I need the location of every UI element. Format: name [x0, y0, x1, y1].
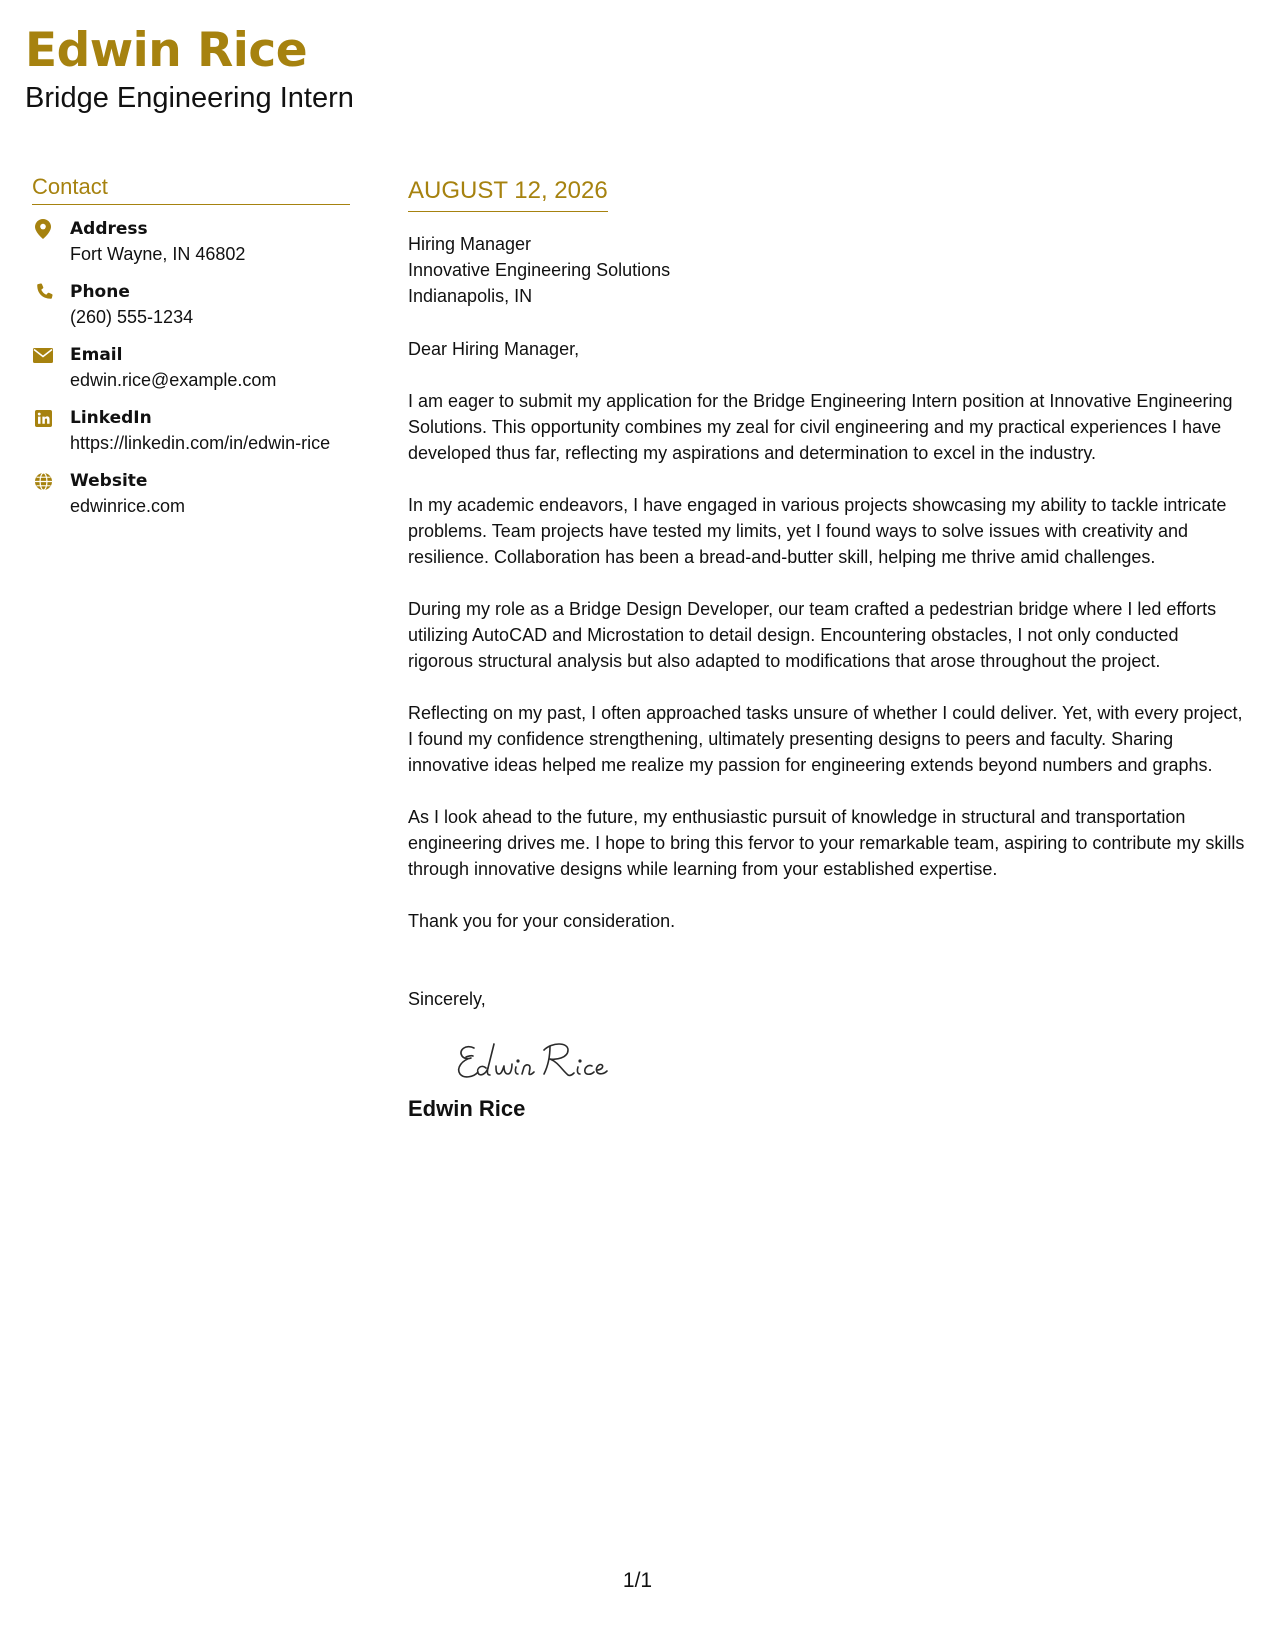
cover-letter — [408, 175, 1248, 1124]
letter-paragraph: Thank you for your consideration. — [408, 911, 676, 931]
contact-item-linkedin — [32, 406, 350, 456]
salutation: Dear Hiring Manager, — [408, 339, 580, 359]
letter-paragraph: As I look ahead to the future, my enthusiastic pursuit of knowledge in structural and transportation engineering drives me. I hope to bring this fervor to your remarkable team, aspiring to contribute my skills through innovative designs while learning from your established expertise. — [408, 807, 1245, 879]
letter-paragraph: I am eager to submit my application for the Bridge Engineering Intern position at Innovative Engineering Solutions. This opportunity combines my zeal for civil engineering and my practical experiences I have developed thus far, reflecting my aspirations and determination to excel in the industry. — [408, 391, 1233, 463]
globe-icon — [32, 470, 54, 492]
contact-value[interactable]: edwinrice.com — [70, 496, 186, 516]
recipient-block — [408, 231, 1248, 309]
contact-value[interactable]: edwin.rice@example.com — [70, 370, 277, 390]
phone-icon — [32, 281, 54, 303]
letter-paragraph: In my academic endeavors, I have engaged in various projects showcasing my ability to tackle intricate problems. Team projects have tested my limits, yet I found ways to solve issues with creativity and resilience. Collaboration has been a bread-and-butter skill, helping me thrive amid challenges. — [408, 495, 1227, 567]
closing: Sincerely, — [408, 989, 486, 1009]
contact-label: Phone — [70, 282, 130, 302]
contact-label: Website — [70, 471, 148, 491]
contact-label: Email — [70, 345, 123, 365]
recipient-line: Indianapolis, IN — [408, 286, 533, 306]
contact-item-address — [32, 217, 350, 267]
letter-date: AUGUST 12, 2026 — [408, 175, 608, 212]
map-pin-icon — [32, 218, 54, 240]
contact-value[interactable]: https://linkedin.com/in/edwin-rice — [70, 433, 331, 453]
contact-sidebar — [32, 172, 350, 532]
recipient-line: Hiring Manager — [408, 234, 532, 254]
letter-paragraph: During my role as a Bridge Design Developer, our team crafted a pedestrian bridge where I led efforts utilizing AutoCAD and Microstation to detail design. Encountering obstacles, I not only conducted rigorous structural analysis but also adapted to modifications that arose throughout the project. — [408, 599, 1217, 671]
contact-item-website — [32, 469, 350, 519]
contact-value: (260) 555-1234 — [70, 307, 194, 327]
linkedin-icon — [32, 407, 54, 429]
contact-label: LinkedIn — [70, 408, 152, 428]
signer-name: Edwin Rice — [408, 1096, 526, 1121]
recipient-line: Innovative Engineering Solutions — [408, 260, 671, 280]
contact-item-email — [32, 343, 350, 393]
contact-label: Address — [70, 219, 148, 239]
letter-paragraph: Reflecting on my past, I often approached tasks unsure of whether I could deliver. Yet, with every project, I found my confidence strengthening, ultimately presenting designs to peers and faculty. Sharing innovative ideas helped me realize my passion for engineering extends beyond numbers and graphs. — [408, 703, 1243, 775]
handwritten-signature — [452, 1030, 1248, 1090]
contact-item-phone — [32, 280, 350, 330]
job-title: Bridge Engineering Intern — [25, 82, 354, 114]
page-number: 1/1 — [622, 1569, 653, 1592]
envelope-icon — [32, 344, 54, 366]
contact-value: Fort Wayne, IN 46802 — [70, 244, 246, 264]
contact-heading: Contact — [32, 172, 350, 205]
applicant-name: Edwin Rice — [25, 23, 308, 78]
